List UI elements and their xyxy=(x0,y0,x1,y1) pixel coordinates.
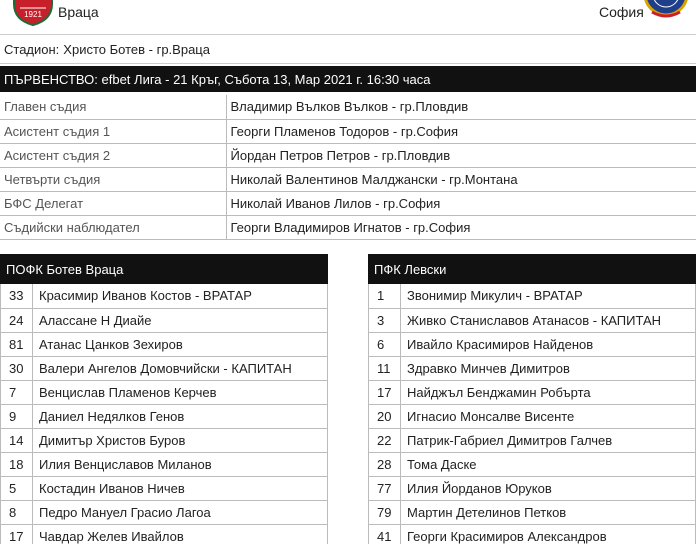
away-team-header xyxy=(368,254,696,284)
player-name: Найджъл Бенджамин Робърта xyxy=(401,380,696,404)
official-role: Асистент съдия 1 xyxy=(0,119,226,143)
officials-table xyxy=(0,95,696,240)
player-name: Педро Мануел Грасио Лагоа xyxy=(33,500,328,524)
official-row xyxy=(0,143,696,167)
player-name: Георги Красимиров Александров xyxy=(401,524,696,544)
player-number: 28 xyxy=(369,452,401,476)
player-name: Даниел Недялков Генов xyxy=(33,404,328,428)
table-row xyxy=(1,524,328,544)
player-number: 9 xyxy=(1,404,33,428)
player-name: Димитър Христов Буров xyxy=(33,428,328,452)
table-row xyxy=(1,284,328,308)
table-row xyxy=(369,380,696,404)
official-row xyxy=(0,167,696,191)
player-name: Мартин Детелинов Петков xyxy=(401,500,696,524)
table-row xyxy=(1,404,328,428)
official-role: Съдийски наблюдател xyxy=(0,215,226,239)
table-row xyxy=(1,356,328,380)
player-number: 79 xyxy=(369,500,401,524)
player-number: 8 xyxy=(1,500,33,524)
player-number: 14 xyxy=(1,428,33,452)
player-name: Тома Даске xyxy=(401,452,696,476)
player-number: 7 xyxy=(1,380,33,404)
player-number: 11 xyxy=(369,356,401,380)
home-team-name: ПОФК Ботев Враца xyxy=(6,261,124,277)
away-team-city: София xyxy=(599,4,644,20)
official-name: Георги Владимиров Игнатов - гр.София xyxy=(226,215,696,239)
table-row xyxy=(369,524,696,544)
official-role: Главен съдия xyxy=(0,95,226,119)
player-number: 33 xyxy=(1,284,33,308)
table-row xyxy=(369,404,696,428)
table-row xyxy=(369,476,696,500)
table-row xyxy=(369,452,696,476)
player-name: Игнасио Монсалве Висенте xyxy=(401,404,696,428)
player-name: Илия Йорданов Юруков xyxy=(401,476,696,500)
official-role: Четвърти съдия xyxy=(0,167,226,191)
player-number: 3 xyxy=(369,308,401,332)
official-name: Георги Пламенов Тодоров - гр.София xyxy=(226,119,696,143)
player-name: Костадин Иванов Ничев xyxy=(33,476,328,500)
table-row xyxy=(1,380,328,404)
official-name: Николай Иванов Лилов - гр.София xyxy=(226,191,696,215)
home-roster-table xyxy=(0,284,328,544)
player-number: 6 xyxy=(369,332,401,356)
official-row xyxy=(0,95,696,119)
player-name: Патрик-Габриел Димитров Галчев xyxy=(401,428,696,452)
official-row xyxy=(0,215,696,239)
away-roster-table xyxy=(368,284,696,544)
player-number: 1 xyxy=(369,284,401,308)
player-name: Красимир Иванов Костов - ВРАТАР xyxy=(33,284,328,308)
player-name: Венцислав Пламенов Керчев xyxy=(33,380,328,404)
official-role: Асистент съдия 2 xyxy=(0,143,226,167)
table-row xyxy=(369,356,696,380)
player-name: Атанас Цанков Зехиров xyxy=(33,332,328,356)
player-number: 81 xyxy=(1,332,33,356)
table-row xyxy=(369,500,696,524)
table-row xyxy=(1,476,328,500)
away-team-name: ПФК Левски xyxy=(374,261,447,277)
table-row xyxy=(369,308,696,332)
player-name: Ивайло Красимиров Найденов xyxy=(401,332,696,356)
table-row xyxy=(1,428,328,452)
player-number: 30 xyxy=(1,356,33,380)
official-row xyxy=(0,191,696,215)
player-number: 17 xyxy=(1,524,33,544)
player-number: 18 xyxy=(1,452,33,476)
official-name: Йордан Петров Петров - гр.Пловдив xyxy=(226,143,696,167)
match-title-bar xyxy=(0,66,696,92)
table-row xyxy=(369,284,696,308)
away-team-logo xyxy=(644,0,688,20)
stadium-label: Стадион: xyxy=(4,41,60,57)
official-row xyxy=(0,119,696,143)
player-number: 22 xyxy=(369,428,401,452)
stadium-info xyxy=(0,34,696,64)
player-number: 41 xyxy=(369,524,401,544)
player-name: Здравко Минчев Димитров xyxy=(401,356,696,380)
home-team-logo xyxy=(12,0,54,26)
official-name: Николай Валентинов Малджански - гр.Монтана xyxy=(226,167,696,191)
home-team-header xyxy=(0,254,328,284)
match-top-strip xyxy=(0,0,696,34)
home-logo-year: 1921 xyxy=(24,10,42,19)
official-role: БФС Делегат xyxy=(0,191,226,215)
player-number: 17 xyxy=(369,380,401,404)
table-row xyxy=(1,500,328,524)
player-name: Чавдар Желев Ивайлов xyxy=(33,524,328,544)
table-row xyxy=(1,452,328,476)
player-name: Алассане Н Диайе xyxy=(33,308,328,332)
away-lineup xyxy=(368,254,696,544)
official-name: Владимир Вълков Вълков - гр.Пловдив xyxy=(226,95,696,119)
player-number: 20 xyxy=(369,404,401,428)
player-number: 24 xyxy=(1,308,33,332)
home-team-city: Враца xyxy=(58,4,99,20)
player-number: 77 xyxy=(369,476,401,500)
table-row xyxy=(1,308,328,332)
home-lineup xyxy=(0,254,328,544)
player-name: Звонимир Микулич - ВРАТАР xyxy=(401,284,696,308)
player-number: 5 xyxy=(1,476,33,500)
stadium-value: Христо Ботев - гр.Враца xyxy=(63,41,210,57)
table-row xyxy=(369,428,696,452)
player-name: Живко Станиславов Атанасов - КАПИТАН xyxy=(401,308,696,332)
table-row xyxy=(1,332,328,356)
match-title: ПЪРВЕНСТВО: efbet Лига - 21 Кръг, Събота 13, Мар 2021 г. 16:30 часа xyxy=(4,71,431,87)
player-name: Валери Ангелов Домовчийски - КАПИТАН xyxy=(33,356,328,380)
table-row xyxy=(369,332,696,356)
player-name: Илия Венциславов Миланов xyxy=(33,452,328,476)
